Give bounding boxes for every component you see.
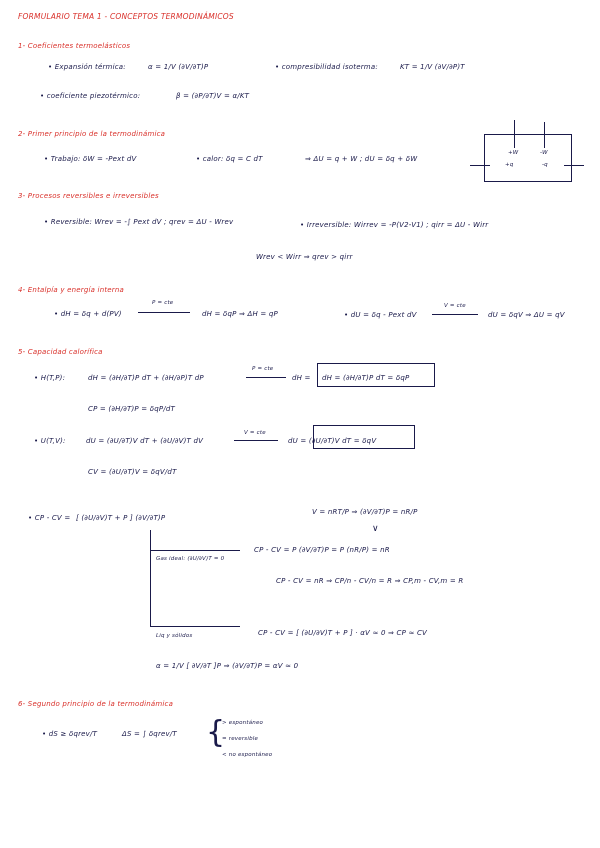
s1-item1-label: • Expansión térmica:	[48, 63, 126, 71]
s1-item3-formula: β = (∂P/∂T)V = α/KT	[176, 92, 250, 100]
work-out-arrow-line	[544, 122, 545, 148]
s5-uv-formula: dU = (∂U/∂T)V dT + (∂U/∂V)T dV	[86, 437, 204, 445]
section-5-heading: 5- Capacidad calorífica	[18, 348, 103, 356]
s6-brace: {	[206, 715, 226, 750]
s5-gas-ideal-label: Gas ideal: (∂U/∂V)T = 0	[156, 556, 225, 562]
s4-item1: • dH = δq + d(PV)	[54, 310, 122, 318]
s5-diff-formula: [ (∂U/∂V)T + P ] (∂V/∂T)P	[76, 514, 166, 522]
section-1-heading: 1- Coeficientes termoelásticos	[18, 42, 131, 50]
s5-hp-boxed-lhs: dH =	[292, 374, 311, 382]
diagram-minus-q: -q	[542, 162, 548, 168]
s5-check-mark: ∨	[372, 524, 379, 534]
diagram-minus-w: -W	[540, 150, 548, 156]
s5-branch-vertical	[150, 530, 151, 626]
s5-liquids-result: CP - CV = [ (∂U/∂V)T + P ] · αV ≈ 0 ⇒ CP ≈ CV	[258, 629, 428, 637]
s5-diff-label: • CP - CV =	[28, 514, 71, 522]
section-2-heading: 2- Primer principio de la termodinámica	[18, 130, 166, 138]
s4-arrow1-label: P = cte	[152, 300, 174, 306]
s5-uv-arrow-label: V = cte	[244, 430, 266, 436]
s3-item3: Wrev < Wirr ⇒ qrev > qirr	[256, 253, 353, 261]
s4-arrow2-label: V = cte	[444, 303, 466, 309]
s4-arrow2	[432, 314, 478, 315]
s2-item3: ⇒ ΔU = q + W ; dU = δq + δW	[305, 155, 418, 163]
s4-item1-result: dH = δqP ⇒ ΔH = qP	[202, 310, 278, 318]
s6-option-spontaneous: > espontáneo	[222, 720, 264, 726]
s6-item2: ΔS = ∫ δqrev/T	[122, 730, 177, 738]
s5-hp-arrow-label: P = cte	[252, 366, 274, 372]
heat-in-line	[470, 165, 490, 166]
s5-branch-top	[150, 550, 240, 551]
s3-item1: • Reversible: Wrev = -∫ Pext dV ; qrev = ΔU - Wrev	[44, 218, 234, 226]
section-6-heading: 6- Segundo principio de la termodinámica	[18, 700, 174, 708]
s5-molar: CP - CV = nR ⇒ CP/n - CV/n = R ⇒ CP,m - CV,m = R	[276, 577, 464, 585]
s4-item2-result: dU = δqV ⇒ ΔU = qV	[488, 311, 565, 319]
s5-hp-label: • H(T,P):	[34, 374, 66, 382]
s1-item3-label: • coeficiente piezotérmico:	[40, 92, 141, 100]
s5-liquids-label: Liq y sólidos	[156, 633, 193, 639]
s5-hp-arrow	[246, 377, 286, 378]
s5-hp-formula: dH = (∂H/∂T)P dT + (∂H/∂P)T dP	[88, 374, 204, 382]
s2-item1: • Trabajo: δW = -Pext dV	[44, 155, 137, 163]
s5-hp-boxed: dH = (∂H/∂T)P dT = δqP	[322, 374, 410, 382]
s5-uv-arrow	[234, 440, 278, 441]
s6-option-non-spontaneous: < no espontáneo	[222, 752, 273, 758]
s5-cp: CP = (∂H/∂T)P = δqP/dT	[88, 405, 175, 413]
diagram-plus-w: +W	[508, 150, 519, 156]
work-in-arrow-line	[514, 120, 515, 148]
s1-item2-label: • compresibilidad isoterma:	[275, 63, 378, 71]
section-4-heading: 4- Entalpía y energía interna	[18, 286, 124, 294]
s4-arrow1	[138, 312, 190, 313]
s5-uv-label: • U(T,V):	[34, 437, 66, 445]
s3-item2: • Irreversible: Wirrev = -P(V2-V1) ; qirr = ΔU - Wirr	[300, 221, 489, 229]
s1-item2-formula: KT = 1/V (∂V/∂P)T	[400, 63, 465, 71]
s1-item1-formula: α = 1/V (∂V/∂T)P	[148, 63, 209, 71]
s5-alpha: α = 1/V [ ∂V/∂T ]P ⇒ (∂V/∂T)P = αV ≈ 0	[156, 662, 299, 670]
page-title: FORMULARIO TEMA 1 - CONCEPTOS TERMODINÁMICOS	[18, 12, 234, 21]
diagram-plus-q: +q	[505, 162, 514, 168]
s5-branch-bottom	[150, 626, 240, 627]
s5-cv: CV = (∂U/∂T)V = δqV/dT	[88, 468, 177, 476]
s5-uv-boxed: dU = (∂U/∂T)V dT = δqV	[288, 437, 377, 445]
section-3-heading: 3- Procesos reversibles e irreversibles	[18, 192, 159, 200]
s6-option-reversible: = reversible	[222, 736, 259, 742]
system-diagram-box	[484, 134, 572, 182]
s5-ideal-gas: V = nRT/P ⇒ (∂V/∂T)P = nR/P	[312, 508, 418, 516]
s6-item1: • dS ≥ δqrev/T	[42, 730, 98, 738]
heat-out-line	[564, 165, 584, 166]
s4-item2: • dU = δq - Pext dV	[344, 311, 417, 319]
s2-item2: • calor: δq = C dT	[196, 155, 263, 163]
s5-ideal-result: CP - CV = P (∂V/∂T)P = P (nR/P) = nR	[254, 546, 390, 554]
